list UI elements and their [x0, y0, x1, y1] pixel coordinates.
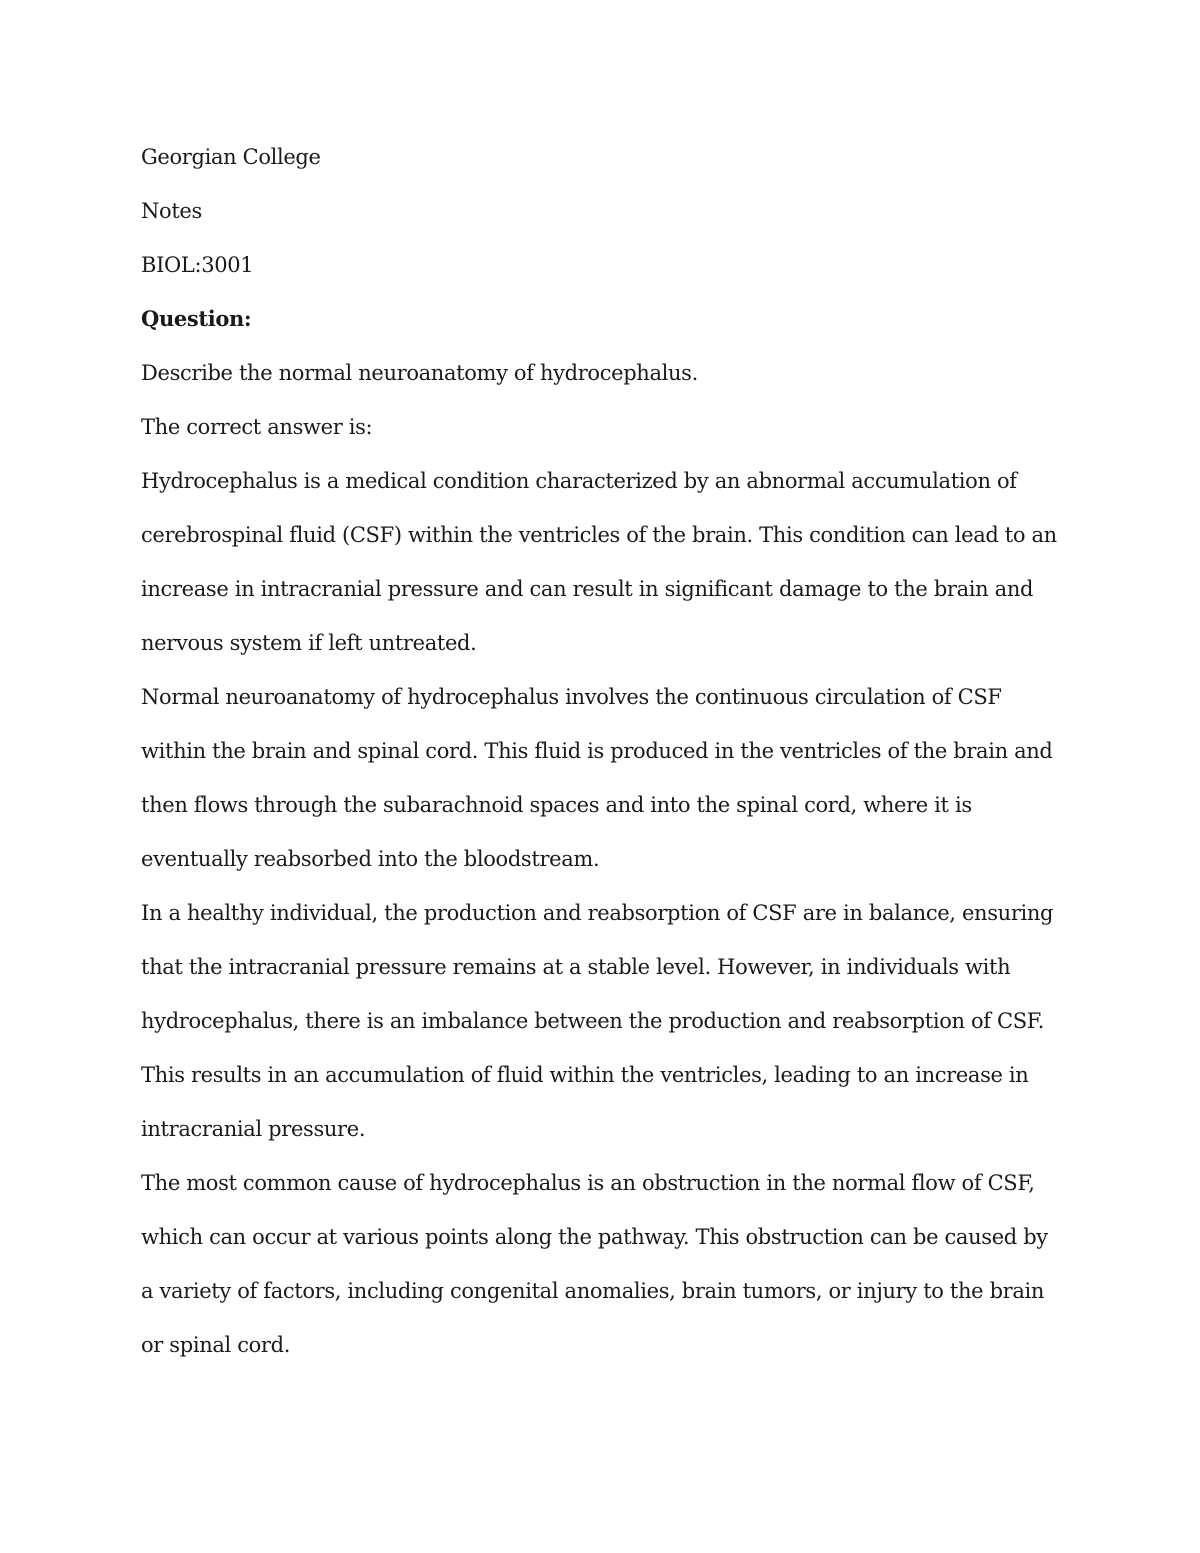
question-text: Describe the normal neuroanatomy of hydrocephalus. [141, 361, 698, 385]
answer-intro: The correct answer is: [141, 415, 373, 439]
answer-paragraph: Normal neuroanatomy of hydrocephalus involves the continuous circulation of CSF within the brain and spinal cord. This fluid is produced in the ventricles of the brain and then flows through the subarachnoid spaces and into the spinal cord, where it is eventually reabsorbed into the bloodstream. [141, 685, 1053, 871]
institution-name: Georgian College [141, 145, 321, 169]
answer-paragraph: The most common cause of hydrocephalus is an obstruction in the normal flow of CSF, which can occur at various points along the pathway. This obstruction can be caused by a variety of factors, including congenital anomalies, brain tumors, or injury to the brain or spinal cord. [141, 1171, 1048, 1357]
answer-paragraph: Hydrocephalus is a medical condition characterized by an abnormal accumulation of cerebrospinal fluid (CSF) within the ventricles of the brain. This condition can lead to an increase in intracranial pressure and can result in significant damage to the brain and nervous system if left untreated. [141, 469, 1057, 655]
document-type: Notes [141, 199, 202, 223]
course-code: BIOL:3001 [141, 253, 254, 277]
answer-paragraph: In a healthy individual, the production and reabsorption of CSF are in balance, ensuring that the intracranial pressure remains at a stable level. However, in individuals with hydrocephalus, there is an imbalance between the production and reabsorption of CSF. This results in an accumulation of fluid within the ventricles, leading to an increase in intracranial pressure. [141, 901, 1054, 1141]
question-label: Question: [141, 306, 252, 331]
document-page [141, 130, 1061, 1372]
